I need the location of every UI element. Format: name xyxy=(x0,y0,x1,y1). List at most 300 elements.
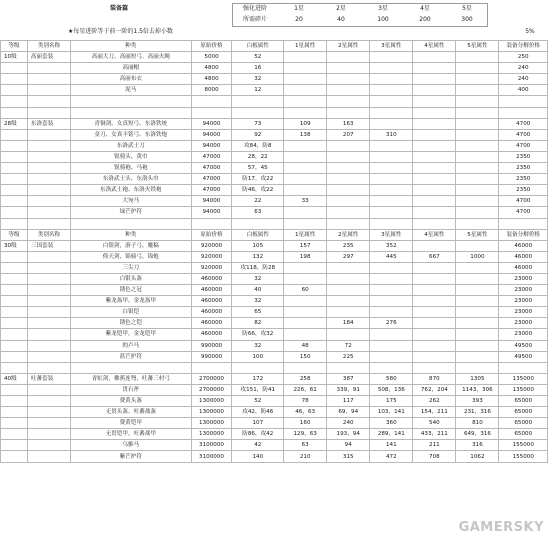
table-cell: 东洛套装 xyxy=(27,118,70,129)
table-cell xyxy=(27,296,70,307)
table-cell: 117 xyxy=(327,396,370,407)
table-cell: 46000 xyxy=(499,251,548,262)
table-cell: 708 xyxy=(413,451,456,462)
table-row xyxy=(1,174,548,185)
table-cell: 攻84，防8 xyxy=(232,140,284,151)
table-cell: 23000 xyxy=(499,307,548,318)
table-cell: 40 xyxy=(232,285,284,296)
table-cell xyxy=(191,218,232,229)
table-cell xyxy=(284,207,327,218)
table-cell xyxy=(1,407,28,418)
table-cell xyxy=(284,273,327,284)
table-cell: 231，316 xyxy=(456,407,499,418)
table-cell: 762，204 xyxy=(413,384,456,395)
table-cell xyxy=(191,107,232,118)
table-cell: 65000 xyxy=(499,429,548,440)
table-cell xyxy=(327,163,370,174)
table-cell: 42 xyxy=(232,440,284,451)
table-cell xyxy=(456,296,499,307)
table-cell: 240 xyxy=(327,418,370,429)
table-cell xyxy=(370,163,413,174)
table-cell: 种类 xyxy=(70,229,191,240)
table-cell: 锐骑袍、马袍 xyxy=(70,163,191,174)
table-row xyxy=(1,96,548,107)
table-cell: 172 xyxy=(232,373,284,384)
table-cell xyxy=(1,74,28,85)
table-cell: 73 xyxy=(232,118,284,129)
table-cell: 防46，攻22 xyxy=(232,185,284,196)
table-cell: 155000 xyxy=(499,451,548,462)
table-cell: 22 xyxy=(232,196,284,207)
table-row xyxy=(1,207,548,218)
table-cell: 32 xyxy=(232,340,284,351)
table-cell: 69，94 xyxy=(327,407,370,418)
table-cell: 1305 xyxy=(456,373,499,384)
table-cell: 12 xyxy=(232,85,284,96)
table-row xyxy=(1,107,548,118)
table-cell: 47000 xyxy=(191,151,232,162)
table-cell xyxy=(370,196,413,207)
table-cell: 47000 xyxy=(191,185,232,196)
table-cell: 240 xyxy=(499,63,548,74)
table-cell xyxy=(456,262,499,273)
table-cell: 攻151，防41 xyxy=(232,384,284,395)
table-cell: 258 xyxy=(284,373,327,384)
table-row xyxy=(1,63,548,74)
table-cell: 94000 xyxy=(191,207,232,218)
upgrade-label: 强化进阶 xyxy=(242,5,267,12)
table-cell: 23000 xyxy=(499,273,548,284)
table-cell xyxy=(284,329,327,340)
table-cell: 种类 xyxy=(70,41,191,52)
table-row xyxy=(1,185,548,196)
table-cell xyxy=(456,318,499,329)
table-cell xyxy=(327,107,370,118)
table-cell: 2星属性 xyxy=(327,229,370,240)
table-cell: 163 xyxy=(327,118,370,129)
table-cell xyxy=(1,318,28,329)
table-cell xyxy=(327,196,370,207)
table-cell xyxy=(27,307,70,318)
table-cell xyxy=(27,262,70,273)
table-cell: 276 xyxy=(370,318,413,329)
table-cell: 1星属性 xyxy=(284,41,327,52)
table-cell: 白银头盔 xyxy=(70,273,191,284)
table-cell xyxy=(1,296,28,307)
table-cell: 紫龙铠甲，金龙铠甲 xyxy=(70,329,191,340)
table-cell: 445 xyxy=(370,251,413,262)
table-cell xyxy=(327,262,370,273)
table-row xyxy=(1,74,548,85)
table-cell xyxy=(327,174,370,185)
table-cell: 400 xyxy=(499,85,548,96)
table-cell xyxy=(370,96,413,107)
table-cell xyxy=(27,440,70,451)
table-cell: 460000 xyxy=(191,329,232,340)
table-cell: 30级 xyxy=(1,240,28,251)
table-cell: 等级 xyxy=(1,41,28,52)
table-cell xyxy=(370,140,413,151)
table-cell: 4700 xyxy=(499,118,548,129)
table-cell: 4700 xyxy=(499,196,548,207)
table-cell: 100 xyxy=(232,351,284,362)
table-cell xyxy=(284,63,327,74)
star-header: 3星 xyxy=(378,5,388,12)
table-cell xyxy=(284,218,327,229)
table-cell: 60 xyxy=(284,285,327,296)
table-cell: 198 xyxy=(284,251,327,262)
table-cell: 5星属性 xyxy=(456,41,499,52)
table-cell xyxy=(370,151,413,162)
table-cell: 泥马 xyxy=(70,85,191,96)
table-row xyxy=(1,196,548,207)
table-cell xyxy=(413,196,456,207)
table-cell: 107 xyxy=(232,418,284,429)
table-cell xyxy=(1,85,28,96)
table-cell xyxy=(413,307,456,318)
table-cell xyxy=(27,407,70,418)
table-cell: 460000 xyxy=(191,318,232,329)
table-cell xyxy=(413,140,456,151)
table-row xyxy=(1,418,548,429)
table-cell xyxy=(284,318,327,329)
table-cell xyxy=(456,85,499,96)
table-cell: 1星属性 xyxy=(284,229,327,240)
table-cell xyxy=(327,307,370,318)
table-cell xyxy=(413,273,456,284)
table-cell: 460000 xyxy=(191,273,232,284)
table-cell xyxy=(413,163,456,174)
table-cell: 2星属性 xyxy=(327,41,370,52)
table-cell: 109 xyxy=(284,118,327,129)
table-cell: 135000 xyxy=(499,384,548,395)
table-cell: 49500 xyxy=(499,351,548,362)
table-row xyxy=(1,384,548,395)
table-cell xyxy=(1,107,28,118)
table-cell: 47000 xyxy=(191,174,232,185)
table-cell: 94000 xyxy=(191,118,232,129)
table-cell xyxy=(370,74,413,85)
table-cell xyxy=(27,174,70,185)
table-cell: 193，94 xyxy=(327,429,370,440)
table-cell xyxy=(191,96,232,107)
table-cell xyxy=(370,118,413,129)
table-cell: 贯石斧 xyxy=(70,384,191,395)
table-cell: 78 xyxy=(284,396,327,407)
table-cell xyxy=(413,262,456,273)
table-cell: 4星属性 xyxy=(413,229,456,240)
table-cell: 250 xyxy=(499,52,548,63)
table-cell xyxy=(27,74,70,85)
table-cell: 393 xyxy=(456,396,499,407)
table-cell: 210 xyxy=(284,451,327,462)
table-row xyxy=(1,163,548,174)
table-cell: 绿芒护符 xyxy=(70,207,191,218)
table-cell: 防86，攻42 xyxy=(232,429,284,440)
table-cell xyxy=(1,185,28,196)
table-cell: 870 xyxy=(413,373,456,384)
table-cell: 184 xyxy=(327,318,370,329)
table-cell: 460000 xyxy=(191,307,232,318)
table-cell xyxy=(456,174,499,185)
table-cell: 52 xyxy=(232,52,284,63)
table-cell: 105 xyxy=(232,240,284,251)
table-cell xyxy=(284,185,327,196)
table-cell xyxy=(327,85,370,96)
table-cell xyxy=(327,96,370,107)
table-cell xyxy=(232,218,284,229)
table-cell xyxy=(70,107,191,118)
table-cell: 4700 xyxy=(499,207,548,218)
table-cell: 高丽套装 xyxy=(27,52,70,63)
table-cell: 23000 xyxy=(499,296,548,307)
table-cell: 135000 xyxy=(499,373,548,384)
table-row xyxy=(1,296,548,307)
table-cell: 大宛马 xyxy=(70,196,191,207)
table-cell: 蓝芒护符 xyxy=(70,351,191,362)
table-cell: 46000 xyxy=(499,240,548,251)
table-cell xyxy=(370,107,413,118)
table-cell: 46，63 xyxy=(284,407,327,418)
table-cell: 10级 xyxy=(1,52,28,63)
star-cost: 40 xyxy=(337,16,345,23)
table-cell: 160 xyxy=(284,418,327,429)
table-cell: 52 xyxy=(232,396,284,407)
table-cell xyxy=(70,218,191,229)
table-cell: 2350 xyxy=(499,185,548,196)
table-cell xyxy=(1,329,28,340)
table-cell: 339，91 xyxy=(327,384,370,395)
table-cell: 等级 xyxy=(1,229,28,240)
star-cost: 100 xyxy=(377,16,389,23)
table-cell: 235 xyxy=(327,240,370,251)
table-cell xyxy=(456,340,499,351)
table-cell xyxy=(327,63,370,74)
table-cell: 810 xyxy=(456,418,499,429)
table-cell xyxy=(1,273,28,284)
table-cell xyxy=(1,174,28,185)
table-cell: 三尖刀 xyxy=(70,262,191,273)
table-cell: 防66，攻32 xyxy=(232,329,284,340)
table-cell xyxy=(327,52,370,63)
table-cell xyxy=(370,296,413,307)
table-cell: 3100000 xyxy=(191,451,232,462)
table-cell: 金刀、女真丰铭弓、东洛铁炮 xyxy=(70,129,191,140)
table-cell xyxy=(456,362,499,373)
table-cell xyxy=(413,351,456,362)
table-cell: 32 xyxy=(232,74,284,85)
table-cell: 攻118，防28 xyxy=(232,262,284,273)
header-row xyxy=(1,229,548,240)
table-cell: 锈色之铠 xyxy=(70,318,191,329)
table-cell: 的卢马 xyxy=(70,340,191,351)
table-cell xyxy=(232,96,284,107)
table-row xyxy=(1,340,548,351)
table-cell: 72 xyxy=(327,340,370,351)
table-cell xyxy=(456,107,499,118)
table-cell xyxy=(456,285,499,296)
table-cell xyxy=(456,207,499,218)
table-cell: 920000 xyxy=(191,251,232,262)
table-cell xyxy=(232,362,284,373)
table-cell xyxy=(327,329,370,340)
table-cell: 费黄铠甲 xyxy=(70,418,191,429)
table-cell: 207 xyxy=(327,129,370,140)
table-cell xyxy=(370,362,413,373)
table-cell: 吐蕃套装 xyxy=(27,373,70,384)
table-cell: 装备分解价格 xyxy=(499,41,548,52)
table-row xyxy=(1,118,548,129)
table-cell: 防17，攻22 xyxy=(232,174,284,185)
table-cell: 类别名称 xyxy=(27,229,70,240)
table-cell: 155000 xyxy=(499,440,548,451)
table-cell: 4800 xyxy=(191,74,232,85)
table-cell xyxy=(413,296,456,307)
table-cell: 82 xyxy=(232,318,284,329)
table-cell xyxy=(370,207,413,218)
table-cell: 920000 xyxy=(191,262,232,273)
table-cell: 费黄头盔 xyxy=(70,396,191,407)
table-cell: 132 xyxy=(232,251,284,262)
table-cell: 白银铠 xyxy=(70,307,191,318)
table-cell: 白板属性 xyxy=(232,41,284,52)
table-cell xyxy=(413,207,456,218)
table-cell xyxy=(413,185,456,196)
table-cell xyxy=(1,207,28,218)
table-cell xyxy=(27,396,70,407)
table-cell: 297 xyxy=(327,251,370,262)
table-cell xyxy=(1,251,28,262)
table-row xyxy=(1,362,548,373)
table-cell: 990000 xyxy=(191,351,232,362)
table-cell: 3100000 xyxy=(191,440,232,451)
table-cell xyxy=(70,96,191,107)
table-cell xyxy=(413,118,456,129)
table-cell xyxy=(456,96,499,107)
table-cell: 高丽布衣 xyxy=(70,74,191,85)
table-cell xyxy=(70,362,191,373)
table-cell: 原始价格 xyxy=(191,41,232,52)
table-cell xyxy=(413,240,456,251)
table-cell: 352 xyxy=(370,240,413,251)
table-cell xyxy=(413,151,456,162)
table-cell xyxy=(370,273,413,284)
table-cell: 65 xyxy=(232,307,284,318)
table-cell: 类别名称 xyxy=(27,41,70,52)
table-cell: 63 xyxy=(232,207,284,218)
table-cell: 乌骓马 xyxy=(70,440,191,451)
table-cell xyxy=(27,429,70,440)
table-cell xyxy=(1,418,28,429)
table-cell xyxy=(27,107,70,118)
table-cell xyxy=(413,340,456,351)
table-cell xyxy=(413,318,456,329)
table-row xyxy=(1,329,548,340)
table-cell xyxy=(1,362,28,373)
table-cell: 23000 xyxy=(499,318,548,329)
table-cell: 175 xyxy=(370,396,413,407)
table-row xyxy=(1,451,548,462)
table-cell: 360 xyxy=(370,418,413,429)
table-cell: 23000 xyxy=(499,329,548,340)
table-cell: 32 xyxy=(232,273,284,284)
star-cost: 20 xyxy=(295,16,303,23)
table-cell xyxy=(499,218,548,229)
table-cell: 129，63 xyxy=(284,429,327,440)
table-cell: 3星属性 xyxy=(370,229,413,240)
table-row xyxy=(1,52,548,63)
table-cell xyxy=(370,329,413,340)
table-cell xyxy=(284,140,327,151)
table-cell: 8000 xyxy=(191,85,232,96)
table-cell: 57，45 xyxy=(232,163,284,174)
table-cell: 33 xyxy=(284,196,327,207)
table-cell: 920000 xyxy=(191,240,232,251)
table-cell xyxy=(27,85,70,96)
table-cell xyxy=(284,74,327,85)
table-row xyxy=(1,151,548,162)
table-cell: 150 xyxy=(284,351,327,362)
table-cell xyxy=(284,96,327,107)
table-cell xyxy=(456,307,499,318)
table-cell xyxy=(1,451,28,462)
table-cell xyxy=(1,307,28,318)
table-cell xyxy=(413,329,456,340)
table-cell xyxy=(1,440,28,451)
table-cell xyxy=(27,418,70,429)
table-cell xyxy=(413,107,456,118)
table-cell: 16 xyxy=(232,63,284,74)
table-row xyxy=(1,307,548,318)
table-cell: 1143，306 xyxy=(456,384,499,395)
table-cell: 63 xyxy=(284,440,327,451)
star-header: 1星 xyxy=(294,5,304,12)
table-cell: 倚天剑，锦骑弓，锦炮 xyxy=(70,251,191,262)
table-cell xyxy=(284,163,327,174)
table-cell: 青铜剑、女真短弓、东洛铁统 xyxy=(70,118,191,129)
table-cell xyxy=(27,129,70,140)
table-cell: 103，141 xyxy=(370,407,413,418)
table-cell xyxy=(284,362,327,373)
table-cell xyxy=(1,262,28,273)
table-cell: 三国套装 xyxy=(27,240,70,251)
table-cell xyxy=(370,307,413,318)
table-cell: 锐骑头、黄巾 xyxy=(70,151,191,162)
table-cell: 540 xyxy=(413,418,456,429)
table-cell: 225 xyxy=(327,351,370,362)
table-cell: 紫龙盔甲，金龙盔甲 xyxy=(70,296,191,307)
table-cell: 94000 xyxy=(191,196,232,207)
table-cell xyxy=(413,74,456,85)
table-cell: 28级 xyxy=(1,118,28,129)
table-cell: 46000 xyxy=(499,262,548,273)
table-cell: 东洛武士头、东洛头巾 xyxy=(70,174,191,185)
table-cell: 2350 xyxy=(499,151,548,162)
table-cell xyxy=(456,63,499,74)
table-cell xyxy=(327,151,370,162)
table-cell: 5星属性 xyxy=(456,229,499,240)
table-cell xyxy=(1,151,28,162)
table-cell: 387 xyxy=(327,373,370,384)
table-cell xyxy=(327,140,370,151)
table-row xyxy=(1,218,548,229)
table-cell xyxy=(413,85,456,96)
table-cell: 32 xyxy=(232,296,284,307)
table-cell xyxy=(327,296,370,307)
table-cell xyxy=(327,273,370,284)
table-cell: 1300000 xyxy=(191,396,232,407)
table-row xyxy=(1,285,548,296)
